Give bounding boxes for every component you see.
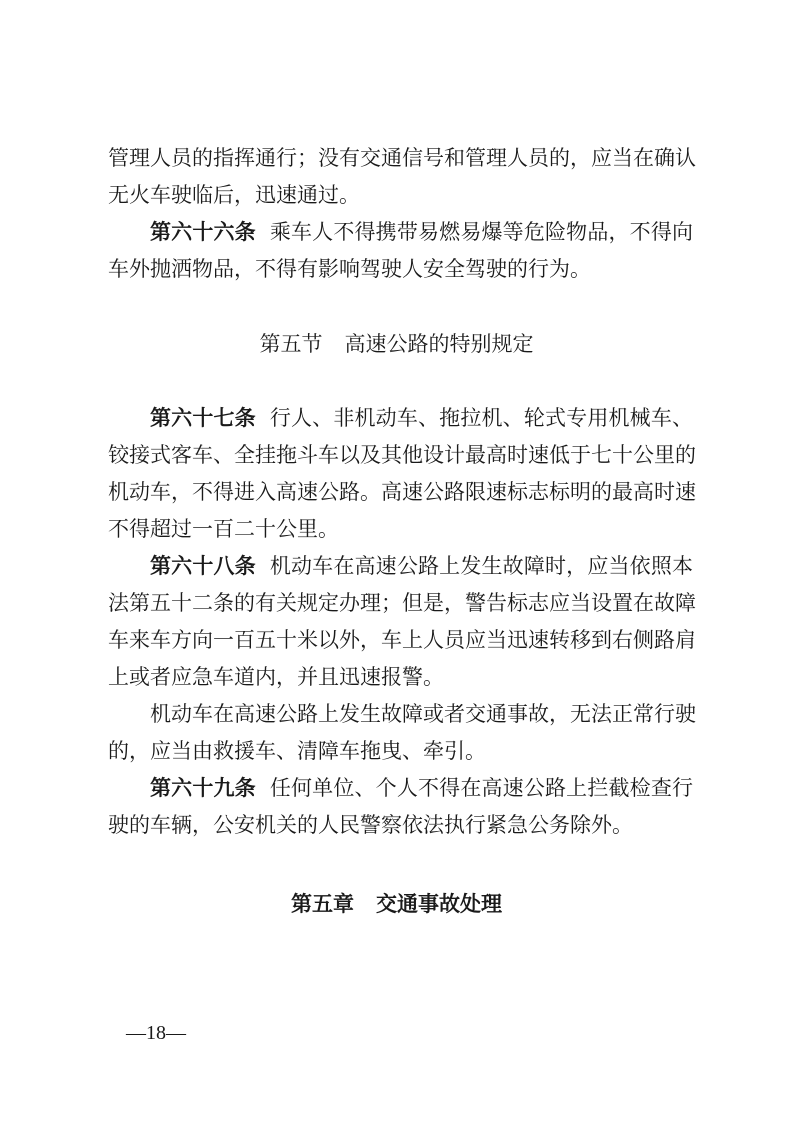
paragraph-line: 管理人员的指挥通行；没有交通信号和管理人员的，应当在确认 xyxy=(108,146,696,170)
article-text: 机动车在高速公路上发生故障时，应当依照本 xyxy=(269,554,694,578)
paragraph-line: 车外抛洒物品，不得有影响驾驶人安全驾驶的行为。 xyxy=(108,257,591,281)
paragraph-line: 车来车方向一百五十米以外，车上人员应当迅速转移到右侧路肩 xyxy=(108,628,696,652)
article-label: 第六十六条 xyxy=(150,220,256,244)
paragraph-line: 法第五十二条的有关规定办理；但是，警告标志应当设置在故障 xyxy=(108,591,696,615)
article-text: 行人、非机动车、拖拉机、轮式专用机械车、 xyxy=(269,406,694,430)
article-text: 任何单位、个人不得在高速公路上拦截检查行 xyxy=(269,776,694,800)
paragraph-line: 的，应当由救援车、清障车拖曳、牵引。 xyxy=(108,739,486,763)
article-text: 乘车人不得携带易燃易爆等危险物品，不得向 xyxy=(269,220,694,244)
article-label: 第六十八条 xyxy=(150,554,256,578)
article-69 xyxy=(150,774,693,802)
article-68 xyxy=(150,552,693,580)
page-number: —18— xyxy=(126,1022,186,1044)
paragraph-line: 铰接式客车、全挂拖斗车以及其他设计最高时速低于七十公里的 xyxy=(108,443,696,467)
chapter-heading xyxy=(0,890,793,918)
section-title: 高速公路的特别规定 xyxy=(344,332,534,356)
article-66 xyxy=(150,218,693,246)
paragraph-line: 不得超过一百二十公里。 xyxy=(108,517,339,541)
article-label: 第六十九条 xyxy=(150,776,256,800)
paragraph-line: 无火车驶临后，迅速通过。 xyxy=(108,183,360,207)
section-number: 第五节 xyxy=(259,332,323,356)
article-67 xyxy=(150,404,693,432)
article-label: 第六十七条 xyxy=(150,406,256,430)
section-heading xyxy=(0,330,793,358)
chapter-number: 第五章 xyxy=(291,892,354,916)
paragraph-line: 机动车在高速公路上发生故障或者交通事故，无法正常行驶 xyxy=(150,702,696,726)
paragraph-line: 机动车，不得进入高速公路。高速公路限速标志标明的最高时速 xyxy=(108,480,696,504)
paragraph-line: 驶的车辆，公安机关的人民警察依法执行紧急公务除外。 xyxy=(108,813,633,837)
paragraph-line: 上或者应急车道内，并且迅速报警。 xyxy=(108,665,444,689)
chapter-title: 交通事故处理 xyxy=(376,892,502,916)
